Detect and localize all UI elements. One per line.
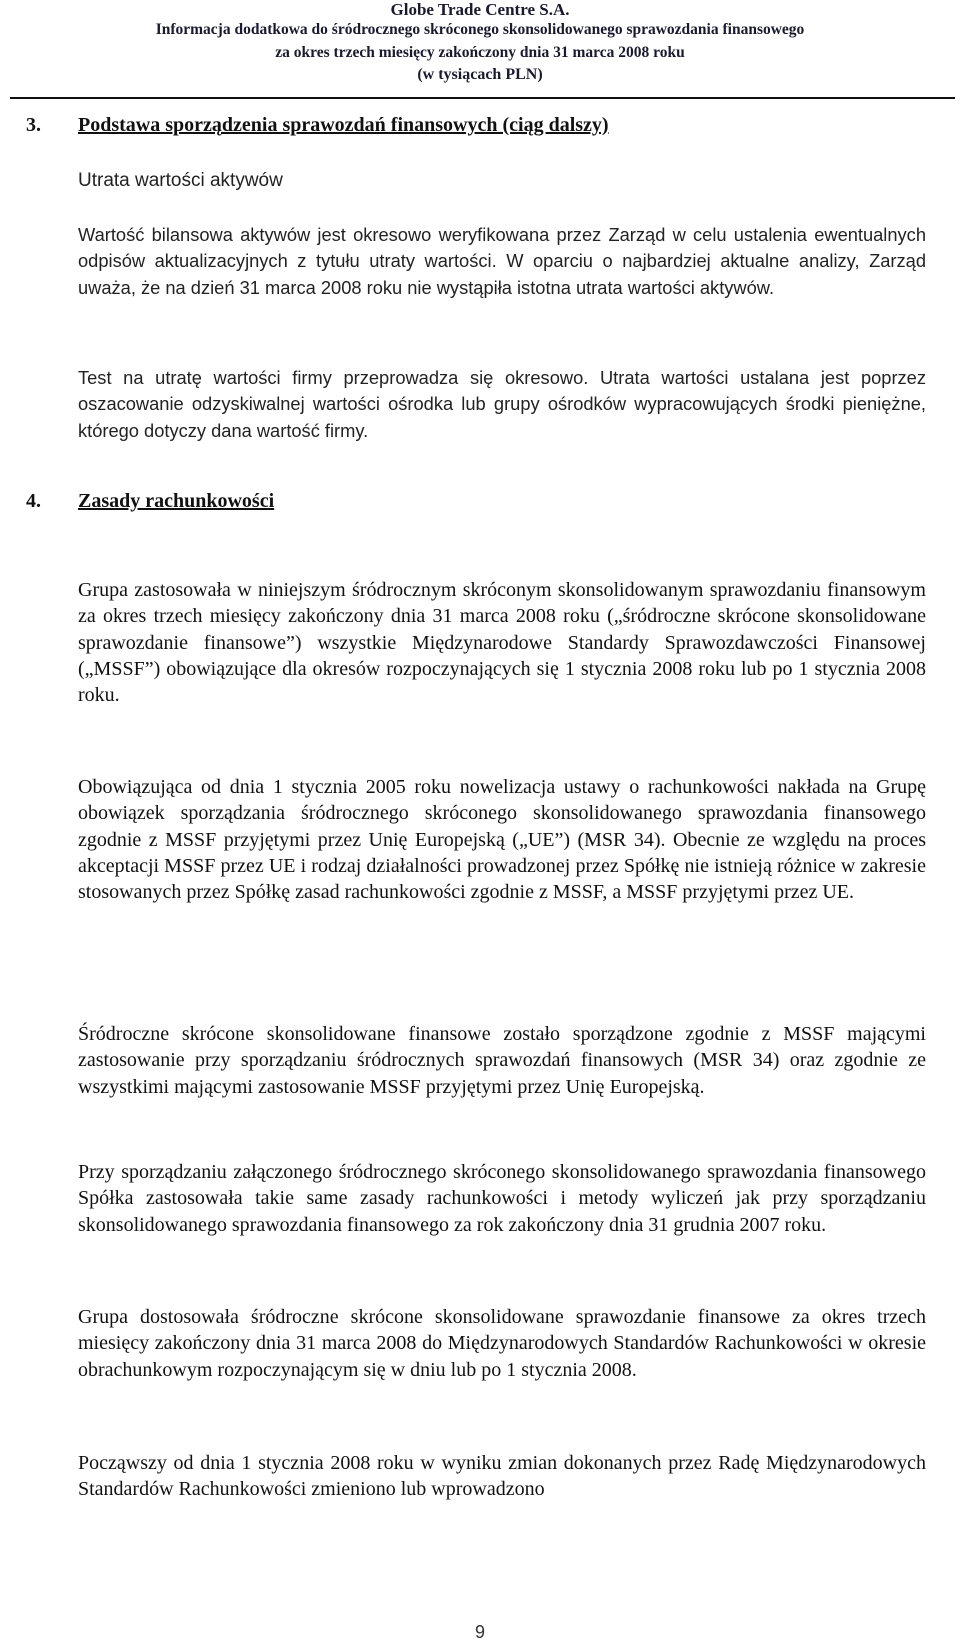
report-title: Informacja dodatkowa do śródrocznego skróconego skonsolidowanego sprawozdania finansowego: [155, 21, 805, 38]
section-4-paragraph-6: Począwszy od dnia 1 stycznia 2008 roku w wyniku zmian dokonanych przez Radę Międzynarodowych Standardów Rachunkowości zmieniono lub wprowadzono: [78, 1452, 926, 1501]
section-4-paragraph-4: Przy sporządzaniu załączonego śródrocznego skróconego skonsolidowanego sprawozdania finansowego Spółka zastosowała takie same zasady rachunkowości i metody wyliczeń jak przy sporządzaniu skonsolidowanego sprawozdania finansowego za rok zakończony dnia 31 grudnia 2007 roku.: [78, 1161, 926, 1236]
section-4-paragraph-1: Grupa zastosowała w niniejszym śródrocznym skróconym skonsolidowanym sprawozdaniu finansowym za okres trzech miesięcy zakończony dnia 31 marca 2008 roku („śródroczne skrócone skonsolidowane sprawozdanie finansowe”) wszystkie Międzynarodowe Standardy Sprawozdawczości Finansowej („MSSF”) obowiązujące dla okresów rozpoczynających się 1 stycznia 2008 roku lub po 1 stycznia 2008 roku.: [78, 579, 926, 707]
currency-note: (w tysiącach PLN): [417, 66, 543, 83]
section-4-paragraph-3: Śródroczne skrócone skonsolidowane finansowe zostało sporządzone zgodnie z MSSF mającymi zastosowanie przy sporządzaniu śródrocznych sprawozdań finansowych (MSR 34) oraz zgodnie ze wszystkimi mającymi zastosowanie MSSF przyjętymi przez Unię Europejską.: [78, 1023, 926, 1098]
page-number: 9: [474, 1622, 485, 1642]
section-3-paragraph-1: Wartość bilansowa aktywów jest okresowo weryfikowana przez Zarząd w celu ustalenia ewentualnych odpisów aktualizacyjnych z tytułu utraty wartości. W oparciu o najbardziej aktualne analizy, Zarząd uważa, że na dzień 31 marca 2008 roku nie wystąpiła istotna utrata wartości aktywów.: [78, 224, 926, 298]
section-3-paragraph-2: Test na utratę wartości firmy przeprowadza się okresowo. Utrata wartości ustalana jest poprzez oszacowanie odzyskiwalnej wartości ośrodka lub grupy ośrodków wypracowujących środki pieniężne, którego dotyczy dana wartość firmy.: [78, 367, 926, 441]
section-3-number: 3.: [26, 114, 41, 136]
section-3-heading: [26, 114, 609, 137]
section-4-paragraph-2: Obowiązująca od dnia 1 stycznia 2005 roku nowelizacja ustawy o rachunkowości nakłada na Grupę obowiązek sporządzania śródrocznego skróconego skonsolidowanego sprawozdania finansowego zgodnie z MSSF przyjętymi przez Unię Europejską („UE”) (MSR 34). Obecnie ze względu na proces akceptacji MSSF przez UE i rodzaj działalności prowadzonej przez Spółkę nie istnieją różnice w zakresie stosowanych przez Spółkę zasad rachunkowości zgodnie z MSSF, a MSSF przyjętymi przez UE.: [78, 776, 926, 904]
section-4-paragraph-5: Grupa dostosowała śródroczne skrócone skonsolidowane sprawozdanie finansowe za okres trzech miesięcy zakończony dnia 31 marca 2008 do Międzynarodowych Standardów Rachunkowości w okresie obrachunkowym rozpoczynającym się w dniu lub po 1 stycznia 2008.: [78, 1306, 926, 1381]
section-3-title: Podstawa sporządzenia sprawozdań finansowych (ciąg dalszy): [78, 114, 609, 136]
section-4-heading: [26, 490, 274, 513]
header-divider: [10, 97, 955, 99]
company-name: Globe Trade Centre S.A.: [390, 0, 570, 19]
section-4-number: 4.: [26, 490, 41, 512]
section-4-title: Zasady rachunkowości: [78, 490, 275, 512]
report-period: za okres trzech miesięcy zakończony dnia 31 marca 2008 roku: [275, 44, 685, 61]
subheading-impairment: Utrata wartości aktywów: [78, 170, 283, 191]
